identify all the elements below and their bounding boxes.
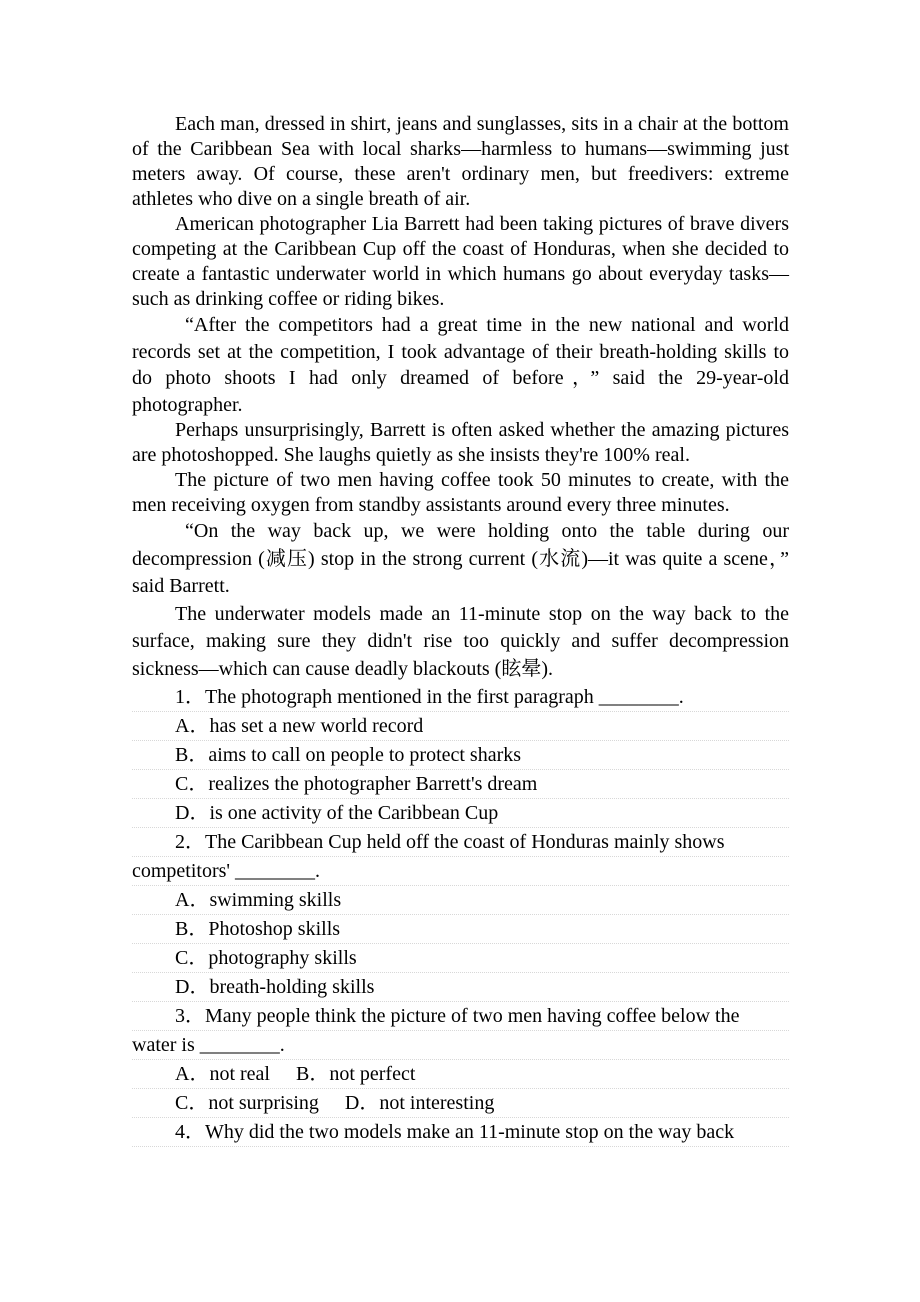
passage-paragraph-4: Perhaps unsurprisingly, Barrett is often asked whether the amazing pictures are photoshopped. She laughs quietly as she insists they're 100% real. — [132, 419, 789, 466]
question-3-options-row-1 — [132, 1060, 789, 1089]
passage-paragraph-1: Each man, dressed in shirt, jeans and sunglasses, sits in a chair at the bottom of the Caribbean Sea with local sharks—harmless to humans—swimming just meters away. Of course, these aren't ordinary men, but freedivers: extreme athletes who dive on a single breath of air. — [132, 113, 789, 210]
question-1-option-a[interactable]: A．has set a new world record — [132, 712, 789, 741]
question-3-option-c[interactable]: C．not surprising — [175, 1092, 319, 1114]
question-2-stem-line-1: 2．The Caribbean Cup held off the coast of Honduras mainly shows — [132, 828, 789, 857]
question-2-option-d[interactable]: D．breath-holding skills — [132, 973, 789, 1002]
question-3-option-d[interactable]: D．not interesting — [344, 1092, 495, 1114]
question-3 — [132, 1002, 789, 1118]
question-2-stem-line-2: competitors' ________. — [132, 857, 789, 886]
question-2-option-c[interactable]: C．photography skills — [132, 944, 789, 973]
question-3-option-b[interactable]: B．not perfect — [295, 1063, 416, 1085]
passage-paragraph-3: “After the competitors had a great time in the new national and world records set at the competition, I took advantage of their breath-holding skills to do photo shoots I had only dreamed of before，” said the 29-year-old photographer. — [132, 314, 789, 416]
passage-paragraph-5: The picture of two men having coffee took 50 minutes to create, with the men receiving oxygen from standby assistants around every three minutes. — [132, 469, 789, 516]
passage-paragraph-2: American photographer Lia Barrett had been taking pictures of brave divers competing at the Caribbean Cup off the coast of Honduras, when she decided to create a fantastic underwater world in which humans go about everyday tasks—such as drinking coffee or riding bikes. — [132, 213, 789, 310]
question-3-option-a[interactable]: A．not real — [175, 1063, 270, 1085]
question-1-option-c[interactable]: C．realizes the photographer Barrett's dream — [132, 770, 789, 799]
question-1-option-b[interactable]: B．aims to call on people to protect sharks — [132, 741, 789, 770]
question-1 — [132, 683, 789, 828]
question-1-stem: 1．The photograph mentioned in the first paragraph ________. — [132, 683, 789, 712]
question-2 — [132, 828, 789, 1002]
question-2-option-a[interactable]: A．swimming skills — [132, 886, 789, 915]
question-4-stem: 4．Why did the two models make an 11-minute stop on the way back — [132, 1118, 789, 1147]
question-4 — [132, 1118, 789, 1147]
passage-paragraph-7: The underwater models made an 11-minute stop on the way back to the surface, making sure they didn't rise too quickly and suffer decompression sickness—which can cause deadly blackouts (眩晕). — [132, 602, 789, 680]
question-3-stem-line-1: 3．Many people think the picture of two men having coffee below the — [132, 1002, 789, 1031]
question-1-option-d[interactable]: D．is one activity of the Caribbean Cup — [132, 799, 789, 828]
passage-paragraph-6: “On the way back up, we were holding onto the table during our decompression (减压) stop in the strong current (水流)—it was quite a scene，” said Barrett. — [132, 520, 789, 597]
question-2-option-b[interactable]: B．Photoshop skills — [132, 915, 789, 944]
document-page — [132, 112, 789, 1147]
question-3-options-row-2 — [132, 1089, 789, 1118]
question-3-stem-line-2: water is ________. — [132, 1031, 789, 1060]
